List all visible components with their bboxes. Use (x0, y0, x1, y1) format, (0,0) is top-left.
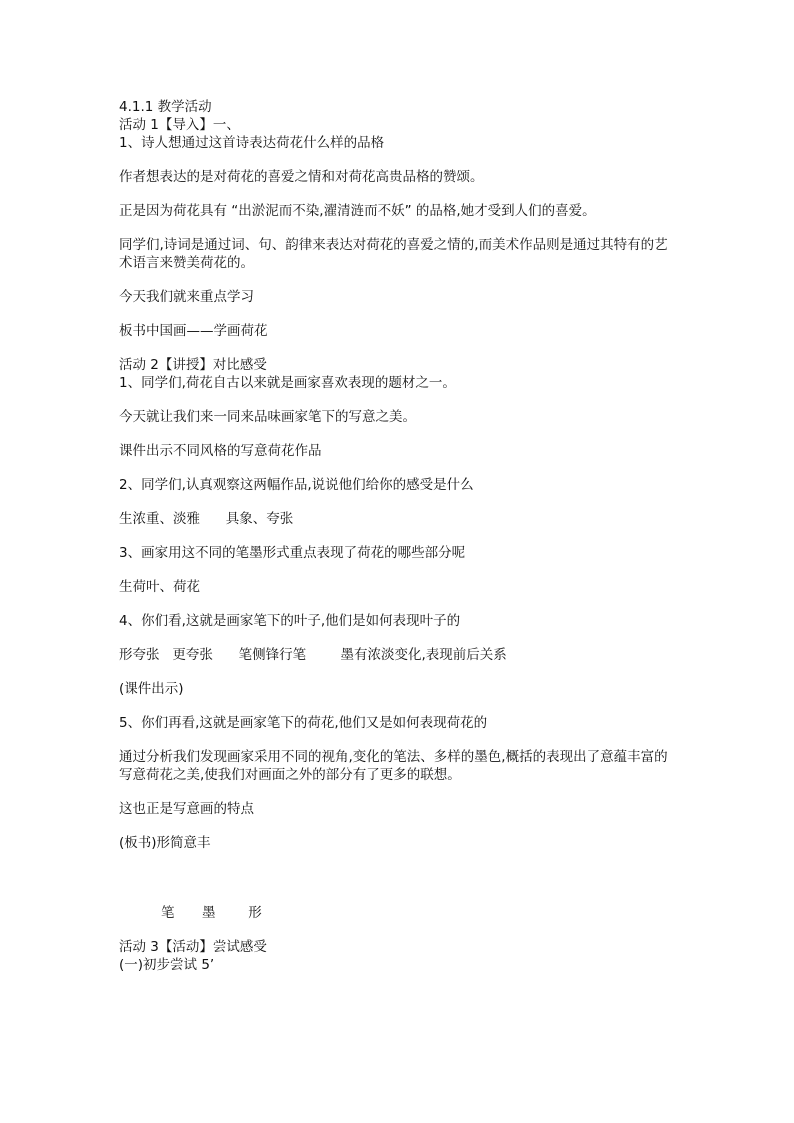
paragraph-freehand-feature: 这也正是写意画的特点 (119, 801, 254, 817)
paragraph-author-intent: 作者想表达的是对荷花的喜爱之情和对荷花高贵品格的赞颂。 (119, 169, 484, 185)
question-2-3: 3、画家用这不同的笔墨形式重点表现了荷花的哪些部分呢 (119, 545, 466, 561)
board-summary: (板书)形简意丰 (119, 835, 211, 851)
leaf-analysis: 形夸张 更夸张 笔侧锋行笔 墨有浓淡变化,表现前后关系 (119, 647, 507, 663)
paragraph-today-study: 今天我们就来重点学习 (119, 289, 254, 305)
paragraph-analysis-summary: 通过分析我们发现画家采用不同的视角,变化的笔法、多样的墨色,概括的表现出了意蕴丰富的写意荷花之美,使我们对画面之外的部分有了更多的联想。 (119, 749, 668, 783)
initial-attempt: (一)初步尝试 5’ (119, 957, 215, 973)
question-2-5: 5、你们再看,这就是画家笔下的荷花,他们又是如何表现荷花的 (119, 715, 488, 731)
paragraph-lotus-quality: 正是因为荷花具有 “出淤泥而不染,濯清涟而不妖” 的品格,她才受到人们的喜爱。 (119, 203, 596, 219)
paragraph-art-language: 同学们,诗词是通过词、句、韵律来表达对荷花的喜爱之情的,而美术作品则是通过其特有的艺术语言来赞美荷花的。 (119, 237, 668, 271)
activity-2-heading: 活动 2【讲授】对比感受 (119, 357, 267, 373)
brush-ink-form-row: 笔 墨 形 (161, 905, 263, 921)
question-2-2: 2、同学们,认真观察这两幅作品,说说他们给你的感受是什么 (119, 477, 474, 493)
blank-space (119, 852, 679, 904)
student-answer-2: 生荷叶、荷花 (119, 579, 200, 595)
question-2-4: 4、你们看,这就是画家笔下的叶子,他们是如何表现叶子的 (119, 613, 461, 629)
document-body (119, 98, 679, 974)
activity-3-heading: 活动 3【活动】尝试感受 (119, 939, 267, 955)
question-1: 1、诗人想通过这首诗表达荷花什么样的品格 (119, 135, 385, 151)
activity-1-heading: 活动 1【导入】一、 (119, 117, 240, 133)
question-2-1: 1、同学们,荷花自古以来就是画家喜欢表现的题材之一。 (119, 375, 456, 391)
student-answer-1: 生浓重、淡雅 具象、夸张 (119, 511, 294, 527)
courseware-note: (课件出示) (119, 681, 184, 697)
paragraph-freehand-beauty: 今天就让我们来一同来品味画家笔下的写意之美。 (119, 409, 416, 425)
section-heading: 4.1.1 教学活动 (119, 99, 212, 115)
paragraph-courseware: 课件出示不同风格的写意荷花作品 (119, 443, 322, 459)
paragraph-board-title: 板书中国画——学画荷花 (119, 323, 268, 339)
